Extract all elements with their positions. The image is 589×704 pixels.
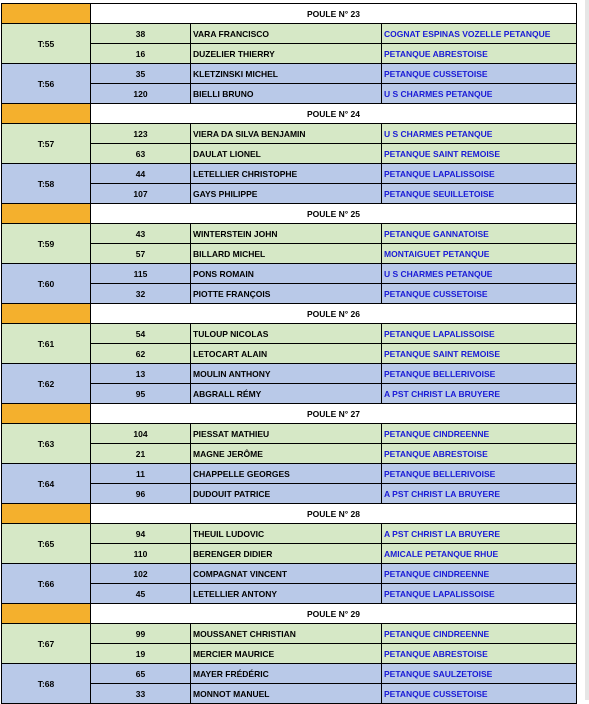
terrain-label: T:55 [1, 24, 91, 63]
player-name: DUDOUIT PATRICE [191, 484, 382, 503]
player-name: TULOUP NICOLAS [191, 324, 382, 343]
player-number: 63 [91, 144, 191, 163]
player-name: WINTERSTEIN JOHN [191, 224, 382, 243]
poule-sheet [1, 3, 577, 704]
match-block [1, 64, 577, 104]
player-number: 32 [91, 284, 191, 303]
player-number: 102 [91, 564, 191, 583]
match-players [91, 664, 577, 703]
terrain-label: T:66 [1, 564, 91, 603]
poule-header-row [1, 304, 577, 324]
player-number: 123 [91, 124, 191, 143]
poule-title: POULE N° 29 [91, 604, 577, 623]
player-name: BILLARD MICHEL [191, 244, 382, 263]
player-row [91, 264, 577, 283]
player-name: BIELLI BRUNO [191, 84, 382, 103]
player-row [91, 83, 577, 103]
player-club: PETANQUE ABRESTOISE [382, 644, 577, 663]
player-number: 33 [91, 684, 191, 703]
poule-header-row [1, 604, 577, 624]
player-name: BERENGER DIDIER [191, 544, 382, 563]
poule-header-row [1, 204, 577, 224]
player-row [91, 243, 577, 263]
poule-header-row [1, 504, 577, 524]
player-club: PETANQUE CUSSETOISE [382, 284, 577, 303]
match-players [91, 224, 577, 263]
poule-title: POULE N° 26 [91, 304, 577, 323]
page-edge [585, 0, 589, 700]
poule-title: POULE N° 23 [91, 4, 577, 23]
poule-header-accent [1, 504, 91, 523]
poule-header-accent [1, 204, 91, 223]
player-name: KLETZINSKI MICHEL [191, 64, 382, 83]
player-club: COGNAT ESPINAS VOZELLE PETANQUE [382, 24, 577, 43]
poule-header-accent [1, 304, 91, 323]
player-name: GAYS PHILIPPE [191, 184, 382, 203]
player-row [91, 464, 577, 483]
player-name: MOUSSANET CHRISTIAN [191, 624, 382, 643]
player-club: PETANQUE BELLERIVOISE [382, 464, 577, 483]
player-number: 95 [91, 384, 191, 403]
player-number: 110 [91, 544, 191, 563]
player-club: PETANQUE LAPALISSOISE [382, 584, 577, 603]
player-name: PIOTTE FRANÇOIS [191, 284, 382, 303]
terrain-label: T:64 [1, 464, 91, 503]
poule-title: POULE N° 24 [91, 104, 577, 123]
player-name: MOULIN ANTHONY [191, 364, 382, 383]
player-number: 120 [91, 84, 191, 103]
match-players [91, 564, 577, 603]
player-club: PETANQUE CUSSETOISE [382, 684, 577, 703]
poule-title: POULE N° 28 [91, 504, 577, 523]
match-block [1, 364, 577, 404]
player-number: 44 [91, 164, 191, 183]
poule-header-row [1, 3, 577, 24]
player-number: 35 [91, 64, 191, 83]
player-club: A PST CHRIST LA BRUYERE [382, 384, 577, 403]
poule-header-accent [1, 404, 91, 423]
player-club: PETANQUE CINDREENNE [382, 424, 577, 443]
player-number: 115 [91, 264, 191, 283]
player-row [91, 283, 577, 303]
match-block [1, 324, 577, 364]
poule-header-accent [1, 604, 91, 623]
player-name: DAULAT LIONEL [191, 144, 382, 163]
player-name: LETELLIER ANTONY [191, 584, 382, 603]
terrain-label: T:65 [1, 524, 91, 563]
player-name: PONS ROMAIN [191, 264, 382, 283]
player-row [91, 683, 577, 703]
player-club: PETANQUE SAINT REMOISE [382, 344, 577, 363]
player-row [91, 424, 577, 443]
match-block [1, 164, 577, 204]
player-number: 104 [91, 424, 191, 443]
player-name: LETOCART ALAIN [191, 344, 382, 363]
player-club: PETANQUE BELLERIVOISE [382, 364, 577, 383]
player-name: DUZELIER THIERRY [191, 44, 382, 63]
player-number: 38 [91, 24, 191, 43]
player-row [91, 383, 577, 403]
player-club: A PST CHRIST LA BRUYERE [382, 484, 577, 503]
match-block [1, 664, 577, 704]
match-players [91, 324, 577, 363]
player-row [91, 664, 577, 683]
player-club: PETANQUE CINDREENNE [382, 624, 577, 643]
player-name: THEUIL LUDOVIC [191, 524, 382, 543]
match-players [91, 64, 577, 103]
player-name: CHAPPELLE GEORGES [191, 464, 382, 483]
terrain-label: T:59 [1, 224, 91, 263]
player-name: MAGNE JERÔME [191, 444, 382, 463]
player-number: 96 [91, 484, 191, 503]
player-row [91, 343, 577, 363]
player-number: 16 [91, 44, 191, 63]
poule-header-row [1, 104, 577, 124]
poule-title: POULE N° 25 [91, 204, 577, 223]
player-row [91, 324, 577, 343]
player-row [91, 543, 577, 563]
poule-header-row [1, 404, 577, 424]
player-number: 57 [91, 244, 191, 263]
match-block [1, 524, 577, 564]
match-players [91, 264, 577, 303]
player-club: PETANQUE LAPALISSOISE [382, 164, 577, 183]
player-row [91, 483, 577, 503]
match-block [1, 424, 577, 464]
player-number: 107 [91, 184, 191, 203]
player-row [91, 524, 577, 543]
player-club: PETANQUE LAPALISSOISE [382, 324, 577, 343]
player-name: MONNOT MANUEL [191, 684, 382, 703]
player-club: PETANQUE SEUILLETOISE [382, 184, 577, 203]
player-row [91, 143, 577, 163]
player-club: U S CHARMES PETANQUE [382, 264, 577, 283]
player-number: 19 [91, 644, 191, 663]
player-number: 43 [91, 224, 191, 243]
player-name: LETELLIER CHRISTOPHE [191, 164, 382, 183]
match-block [1, 464, 577, 504]
player-name: VIERA DA SILVA BENJAMIN [191, 124, 382, 143]
player-number: 94 [91, 524, 191, 543]
player-club: PETANQUE SAULZETOISE [382, 664, 577, 683]
player-row [91, 443, 577, 463]
player-club: PETANQUE ABRESTOISE [382, 444, 577, 463]
match-players [91, 464, 577, 503]
poule-header-accent [1, 104, 91, 123]
player-club: PETANQUE SAINT REMOISE [382, 144, 577, 163]
terrain-label: T:60 [1, 264, 91, 303]
match-block [1, 124, 577, 164]
player-row [91, 643, 577, 663]
player-number: 62 [91, 344, 191, 363]
player-row [91, 124, 577, 143]
poule-title: POULE N° 27 [91, 404, 577, 423]
terrain-label: T:58 [1, 164, 91, 203]
match-block [1, 24, 577, 64]
player-number: 54 [91, 324, 191, 343]
player-club: U S CHARMES PETANQUE [382, 124, 577, 143]
player-row [91, 564, 577, 583]
match-block [1, 624, 577, 664]
terrain-label: T:62 [1, 364, 91, 403]
player-name: MERCIER MAURICE [191, 644, 382, 663]
terrain-label: T:63 [1, 424, 91, 463]
match-block [1, 264, 577, 304]
player-name: ABGRALL RÉMY [191, 384, 382, 403]
player-name: COMPAGNAT VINCENT [191, 564, 382, 583]
player-club: U S CHARMES PETANQUE [382, 84, 577, 103]
terrain-label: T:61 [1, 324, 91, 363]
player-name: VARA FRANCISCO [191, 24, 382, 43]
player-club: MONTAIGUET PETANQUE [382, 244, 577, 263]
player-number: 99 [91, 624, 191, 643]
match-players [91, 164, 577, 203]
player-club: A PST CHRIST LA BRUYERE [382, 524, 577, 543]
player-club: PETANQUE ABRESTOISE [382, 44, 577, 63]
player-row [91, 624, 577, 643]
match-players [91, 624, 577, 663]
player-row [91, 583, 577, 603]
match-players [91, 524, 577, 563]
player-club: AMICALE PETANQUE RHUE [382, 544, 577, 563]
terrain-label: T:68 [1, 664, 91, 703]
terrain-label: T:57 [1, 124, 91, 163]
player-number: 21 [91, 444, 191, 463]
match-players [91, 424, 577, 463]
player-row [91, 224, 577, 243]
player-name: PIESSAT MATHIEU [191, 424, 382, 443]
player-name: MAYER FRÉDÉRIC [191, 664, 382, 683]
player-number: 11 [91, 464, 191, 483]
poule-header-accent [1, 4, 91, 23]
player-club: PETANQUE CINDREENNE [382, 564, 577, 583]
player-number: 65 [91, 664, 191, 683]
player-row [91, 364, 577, 383]
terrain-label: T:67 [1, 624, 91, 663]
player-number: 13 [91, 364, 191, 383]
match-block [1, 564, 577, 604]
player-row [91, 24, 577, 43]
match-players [91, 124, 577, 163]
player-row [91, 43, 577, 63]
player-club: PETANQUE CUSSETOISE [382, 64, 577, 83]
player-row [91, 164, 577, 183]
player-row [91, 183, 577, 203]
match-block [1, 224, 577, 264]
player-row [91, 64, 577, 83]
match-players [91, 24, 577, 63]
player-club: PETANQUE GANNATOISE [382, 224, 577, 243]
terrain-label: T:56 [1, 64, 91, 103]
player-number: 45 [91, 584, 191, 603]
match-players [91, 364, 577, 403]
